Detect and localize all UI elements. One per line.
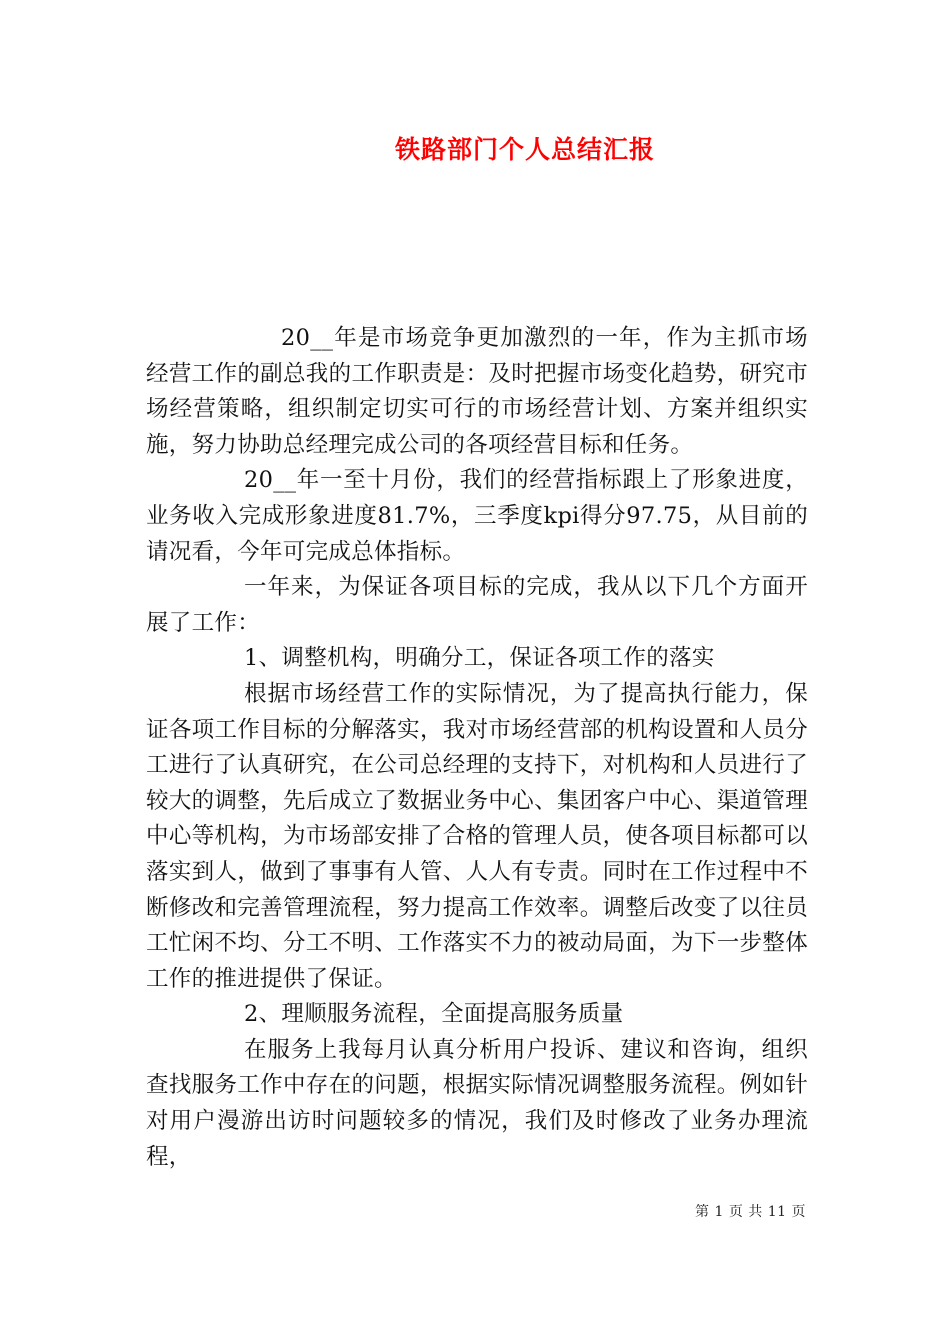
paragraph-section-1: 根据市场经营工作的实际情况，为了提高执行能力，保证各项工作目标的分解落实，我对市场经营部的机构设置和人员分工进行了认真研究，在公司总经理的支持下，对机构和人员进行了较大的调整，先后成立了数据业务中心、集团客户中心、渠道管理中心等机构，为市场部安排了合格的管理人员，使各项目标都可以落实到人，做到了事事有人管、人人有专责。同时在工作过程中不断修改和完善管理流程，努力提高工作效率。调整后改变了以往员工忙闲不均、分工不明、工作落实不力的被动局面，为下一步整体工作的推进提供了保证。: [146, 680, 808, 992]
paragraph-intro: 20__年是市场竞争更加激烈的一年，作为主抓市场经营工作的副总我的工作职责是：及时把握市场变化趋势，研究市场经营策略，组织制定切实可行的市场经营计划、方案并组织实施，努力协助总经理完成公司的各项经营目标和任务。: [146, 325, 808, 458]
page-number-footer: 第 1 页 共 11 页: [695, 1204, 806, 1220]
paragraph-progress: 20__年一至十月份，我们的经营指标跟上了形象进度，业务收入完成形象进度81.7%，三季度kpi得分97.75，从目前的请况看，今年可完成总体指标。: [146, 467, 808, 565]
paragraph-section-2: 在服务上我每月认真分析用户投诉、建议和咨询，组织查找服务工作中存在的问题，根据实际情况调整服务流程。例如针对用户漫游出访时问题较多的情况，我们及时修改了业务办理流程，: [146, 1036, 808, 1170]
section-heading-2: 2、理顺服务流程，全面提高服务质量: [244, 1001, 624, 1028]
document-title: 铁路部门个人总结汇报: [394, 135, 655, 164]
document-body: [146, 321, 808, 1175]
paragraph-overview: 一年来，为保证各项目标的完成，我从以下几个方面开展了工作：: [146, 574, 808, 636]
section-heading-1: 1、调整机构，明确分工，保证各项工作的落实: [244, 645, 715, 672]
